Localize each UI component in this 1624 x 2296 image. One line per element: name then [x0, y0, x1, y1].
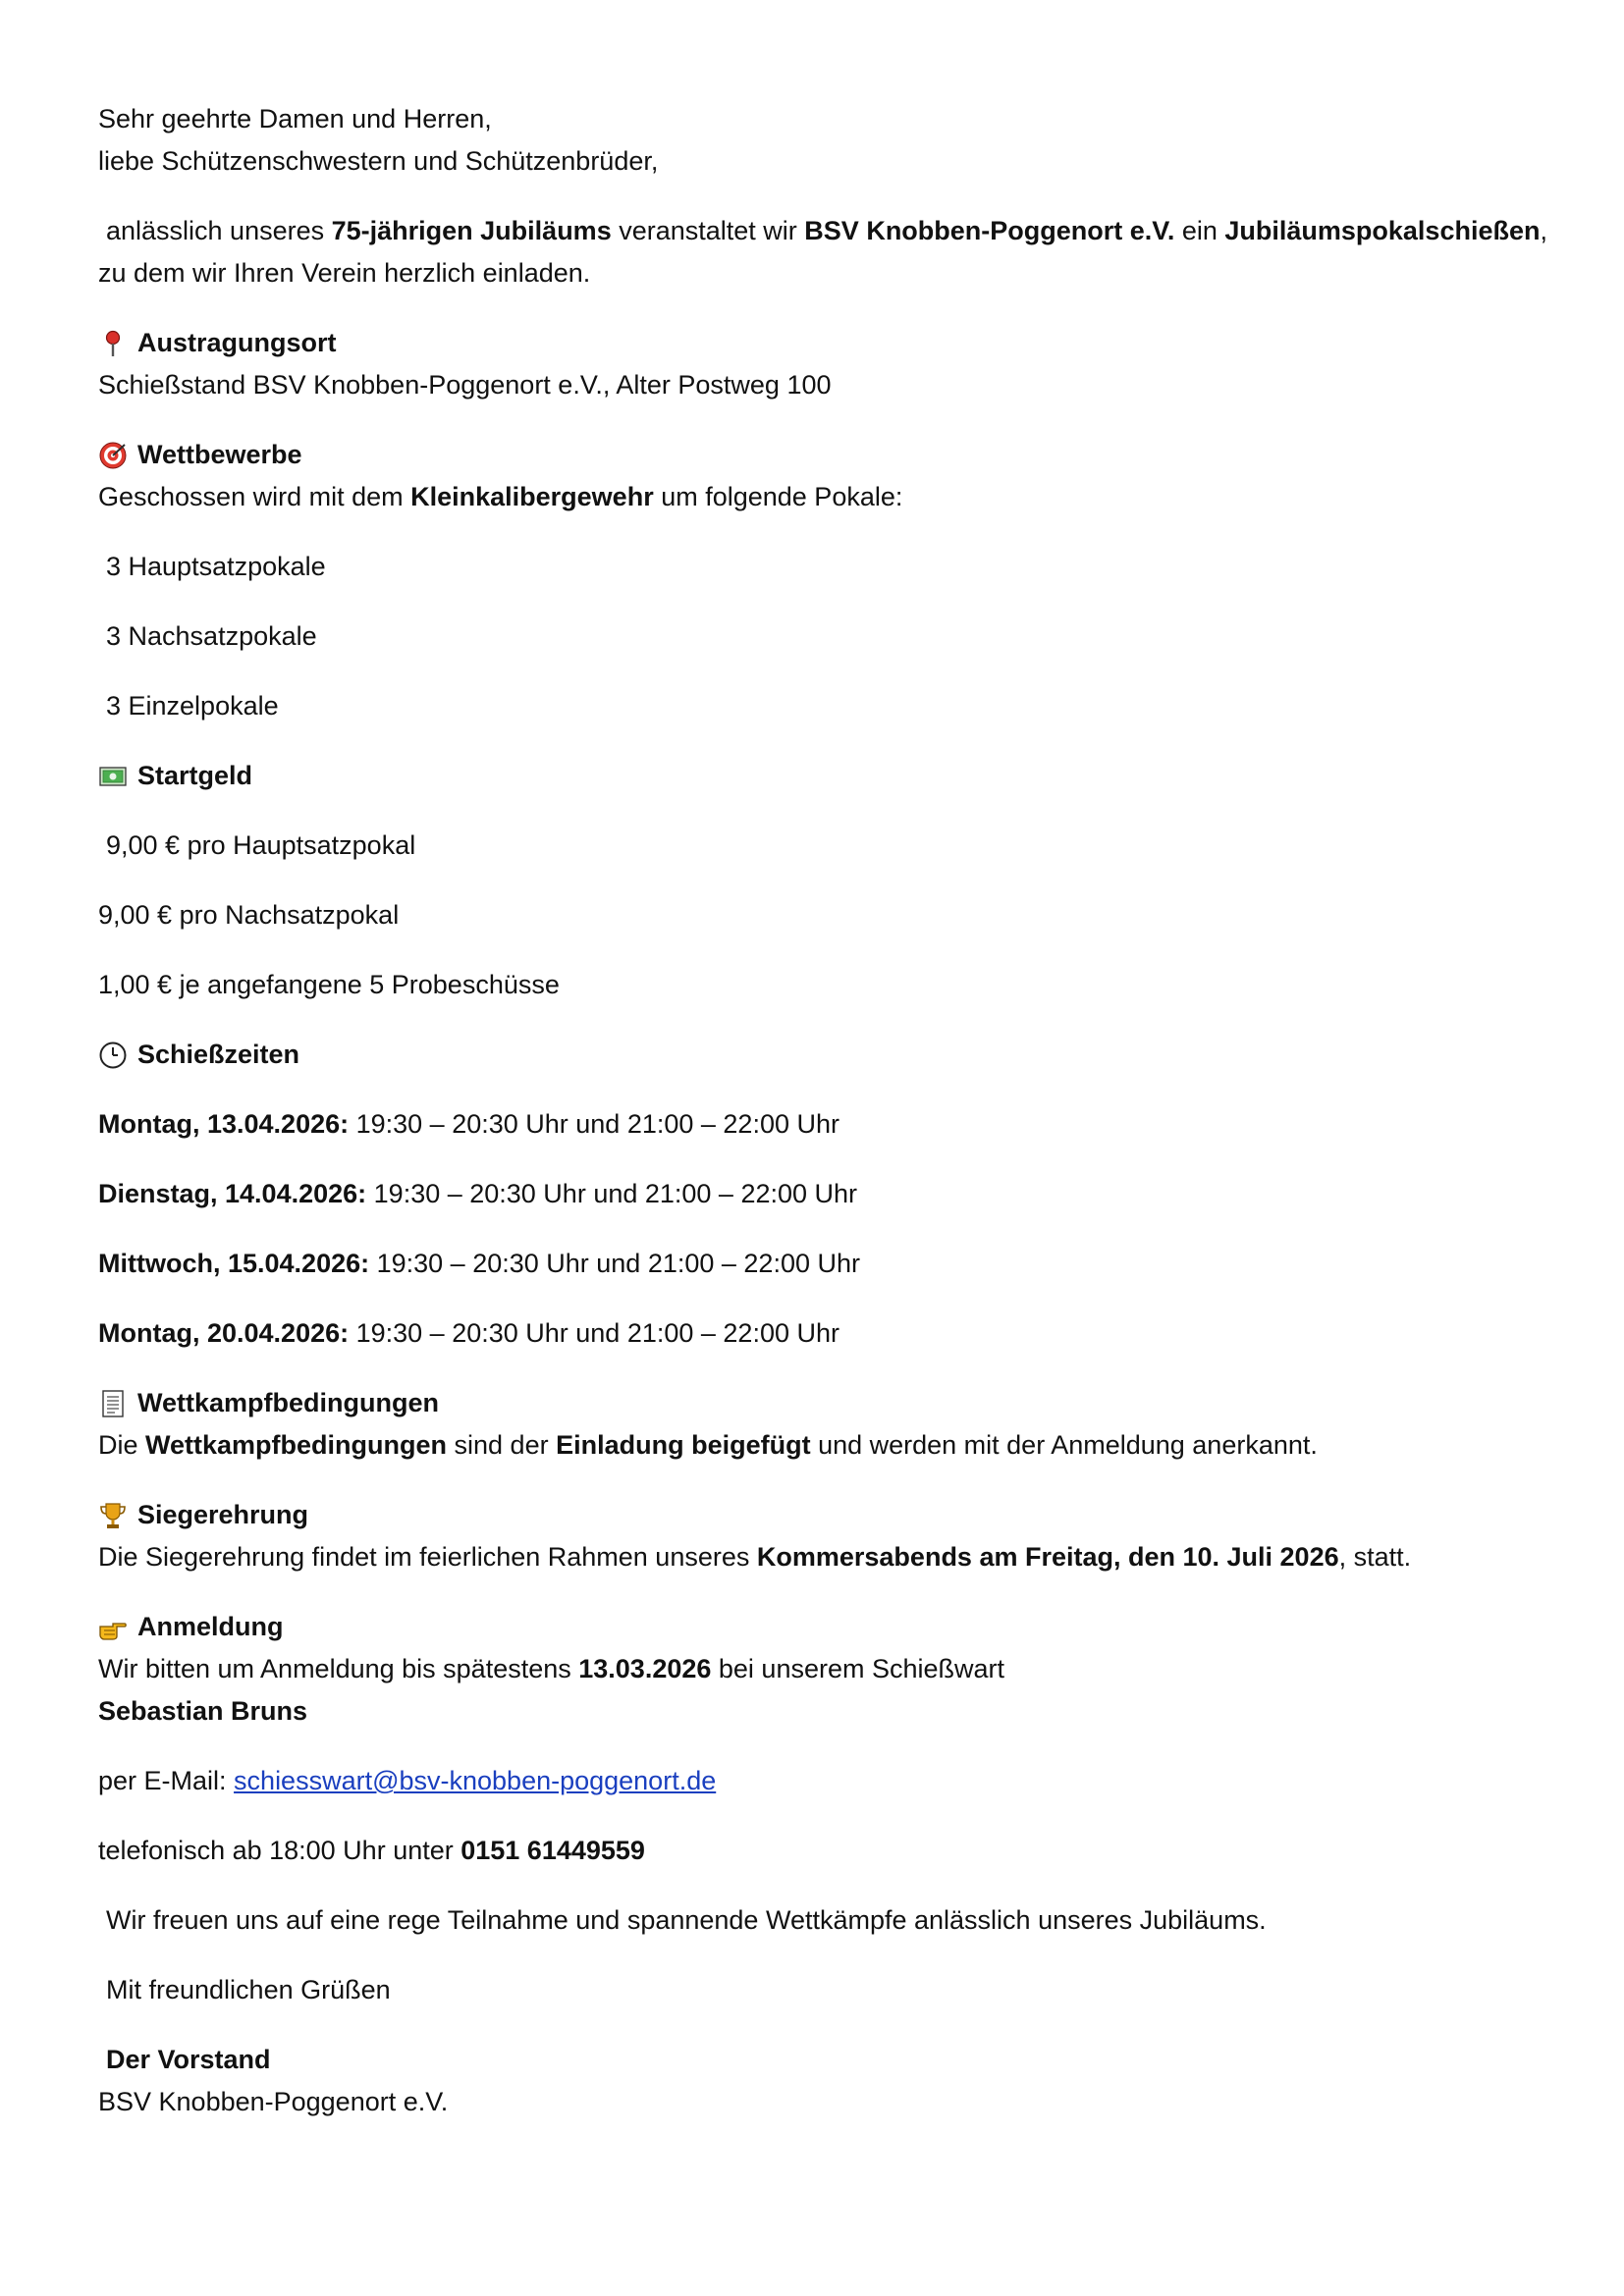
document-icon: [98, 1389, 128, 1418]
award-heading: Siegerehrung: [98, 1494, 1551, 1536]
registration-heading: Anmeldung: [98, 1606, 1551, 1648]
competitions-heading: Wettbewerbe: [98, 434, 1551, 476]
registration-contact-name: Sebastian Bruns: [98, 1696, 308, 1726]
time-row-4: Montag, 20.04.2026: 19:30 – 20:30 Uhr und 21:00 – 22:00 Uhr: [98, 1318, 839, 1348]
registration-text: Wir bitten um Anmeldung bis spätestens 13.03.2026 bei unserem Schießwart: [98, 1654, 1005, 1683]
greeting-line-2: liebe Schützenschwestern und Schützenbrüder,: [98, 146, 659, 176]
venue-text: Schießstand BSV Knobben-Poggenort e.V., Alter Postweg 100: [98, 370, 832, 400]
competition-item-2: 3 Nachsatzpokale: [106, 621, 317, 651]
competition-item-1: 3 Hauptsatzpokale: [106, 552, 326, 581]
fee-heading: Startgeld: [98, 755, 1551, 797]
competition-item-3: 3 Einzelpokale: [106, 691, 279, 721]
greeting-line-1: Sehr geehrte Damen und Herren,: [98, 104, 492, 133]
time-row-3: Mittwoch, 15.04.2026: 19:30 – 20:30 Uhr und 21:00 – 22:00 Uhr: [98, 1249, 860, 1278]
time-row-1: Montag, 13.04.2026: 19:30 – 20:30 Uhr und 21:00 – 22:00 Uhr: [98, 1109, 839, 1139]
email-link[interactable]: schiesswart@bsv-knobben-poggenort.de: [234, 1766, 717, 1795]
time-row-2: Dienstag, 14.04.2026: 19:30 – 20:30 Uhr und 21:00 – 22:00 Uhr: [98, 1179, 858, 1208]
clock-icon: [98, 1041, 128, 1070]
closing-club: BSV Knobben-Poggenort e.V.: [98, 2087, 449, 2116]
closing-signer: Der Vorstand: [106, 2045, 271, 2074]
intro-line-2: zu dem wir Ihren Verein herzlich einladen.: [98, 258, 591, 288]
money-icon: [98, 762, 128, 791]
letter-page: [98, 98, 1551, 2123]
conditions-heading: Wettkampfbedingungen: [98, 1382, 1551, 1424]
fee-item-3: 1,00 € je angefangene 5 Probeschüsse: [98, 970, 560, 999]
fee-item-2: 9,00 € pro Nachsatzpokal: [98, 900, 400, 930]
pointing-hand-icon: [98, 1613, 128, 1642]
pin-icon: [98, 329, 128, 358]
registration-phone-line: telefonisch ab 18:00 Uhr unter 0151 61449559: [98, 1836, 645, 1865]
registration-email-line: per E-Mail: schiesswart@bsv-knobben-poggenort.de: [98, 1766, 717, 1795]
conditions-text: Die Wettkampfbedingungen sind der Einladung beigefügt und werden mit der Anmeldung anerkannt.: [98, 1430, 1318, 1460]
target-icon: [98, 441, 128, 470]
closing-text: Wir freuen uns auf eine rege Teilnahme und spannende Wettkämpfe anlässlich unseres Jubiläums.: [106, 1905, 1267, 1935]
times-heading: Schießzeiten: [98, 1034, 1551, 1076]
fee-item-1: 9,00 € pro Hauptsatzpokal: [106, 830, 416, 860]
intro-paragraph: anlässlich unseres 75-jährigen Jubiläums veranstaltet wir BSV Knobben-Poggenort e.V. ein Jubiläumspokalschießen,: [106, 216, 1547, 245]
venue-heading: Austragungsort: [98, 322, 1551, 364]
award-text: Die Siegerehrung findet im feierlichen Rahmen unseres Kommersabends am Freitag, den 10. Juli 2026, statt.: [98, 1542, 1412, 1572]
trophy-icon: [98, 1501, 128, 1530]
competitions-text: Geschossen wird mit dem Kleinkalibergewehr um folgende Pokale:: [98, 482, 903, 511]
closing-regards: Mit freundlichen Grüßen: [106, 1975, 391, 2004]
